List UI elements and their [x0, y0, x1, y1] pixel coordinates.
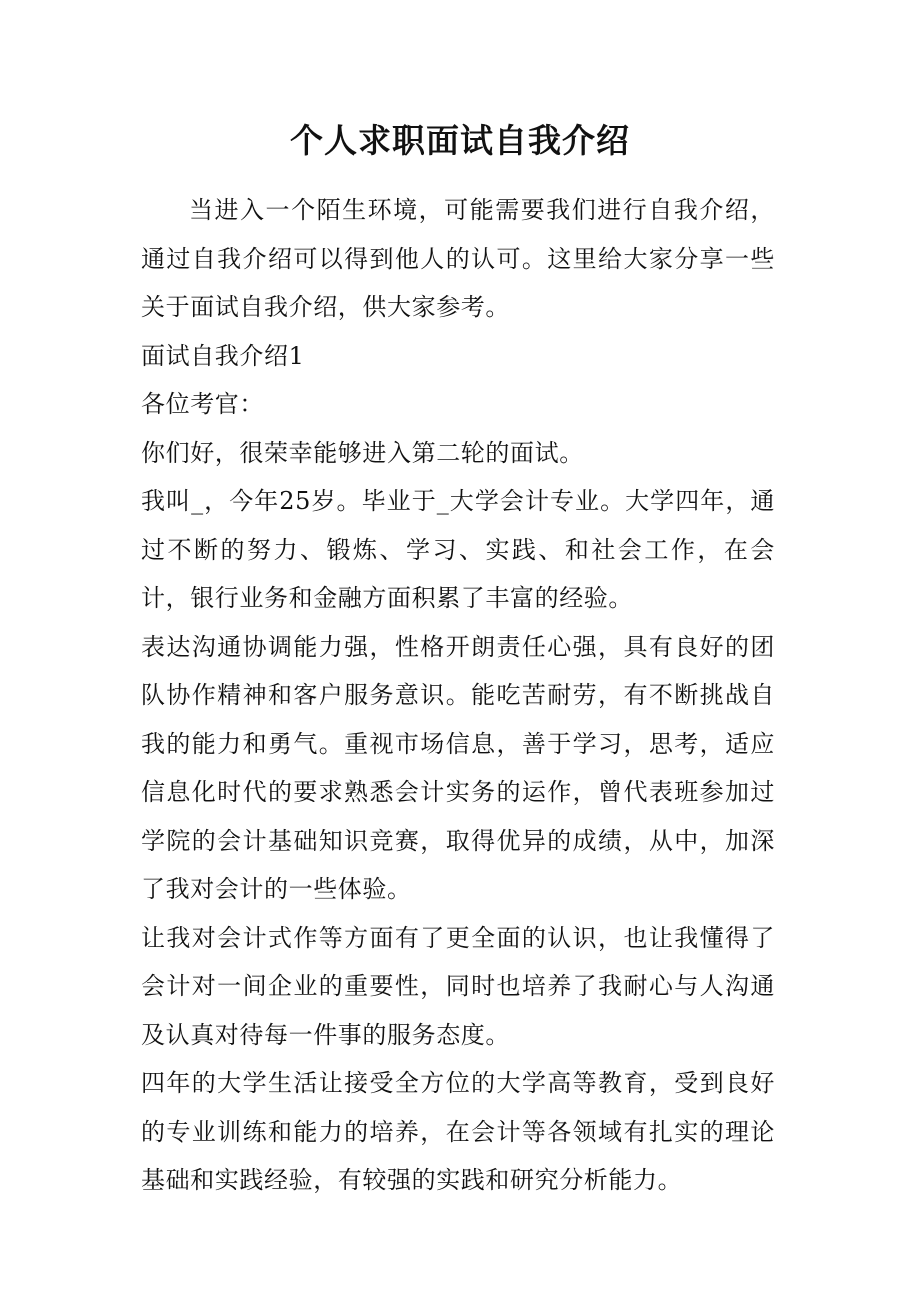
salutation: 各位考官：: [141, 390, 264, 418]
section-heading: 面试自我介绍1: [141, 341, 305, 370]
background-paragraph: 我叫_，今年25岁。毕业于_大学会计专业。大学四年，通过不断的努力、锻炼、学习、实践、和社会工作，在会计，银行业务和金融方面积累了丰富的经验。: [141, 487, 775, 612]
greeting-paragraph: 你们好，很荣幸能够进入第二轮的面试。: [141, 438, 584, 467]
insight-paragraph: 让我对会计式作等方面有了更全面的认识，也让我懂得了会计对一间企业的重要性，同时也培养了我耐心与人沟通及认真对待每一件事的服务态度。: [141, 923, 775, 1049]
education-paragraph: 四年的大学生活让接受全方位的大学高等教育，受到良好的专业训练和能力的培养，在会计等各领域有扎实的理论基础和实践经验，有较强的实践和研究分析能力。: [141, 1069, 775, 1194]
document-body: [141, 186, 775, 1205]
intro-paragraph: 当进入一个陌生环境，可能需要我们进行自我介绍，通过自我介绍可以得到他人的认可。这里给大家分享一些关于面试自我介绍，供大家参考。: [141, 196, 775, 321]
document-title: 个人求职面试自我介绍: [290, 121, 630, 160]
skills-paragraph: 表达沟通协调能力强，性格开朗责任心强，具有良好的团队协作精神和客户服务意识。能吃苦耐劳，有不断挑战自我的能力和勇气。重视市场信息，善于学习，思考，适应信息化时代的要求熟悉会计实务的运作，曾代表班参加过学院的会计基础知识竞赛，取得优异的成绩，从中，加深了我对会计的一些体验。: [141, 632, 775, 903]
